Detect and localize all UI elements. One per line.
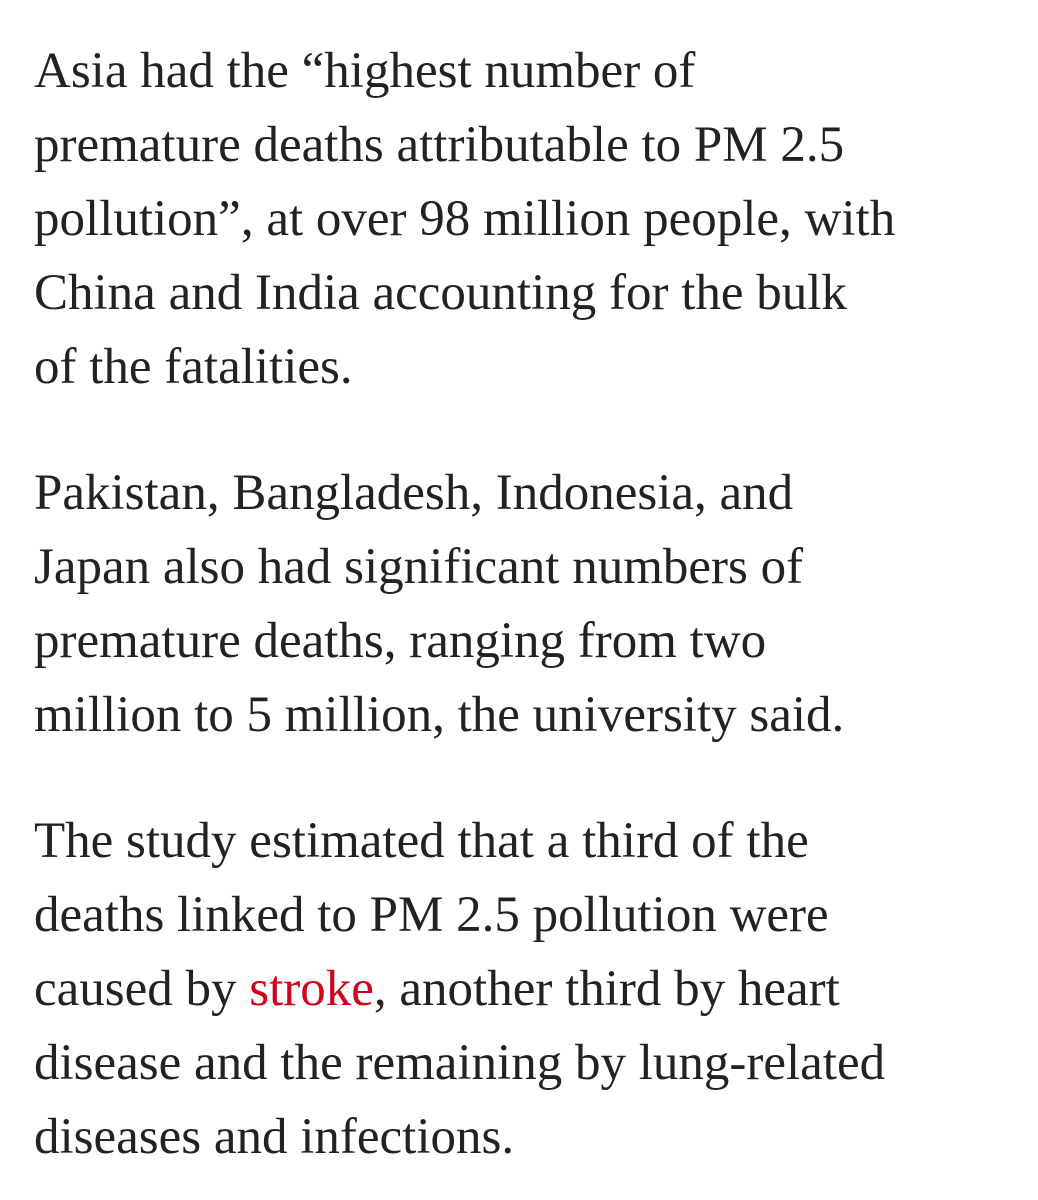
text-line: China and India accounting for the bulk [34, 265, 847, 321]
text-line-with-link [34, 952, 1014, 1026]
text-line: Asia had the “highest number of [34, 43, 696, 99]
text-line: Pakistan, Bangladesh, Indonesia, and [34, 465, 794, 521]
text-line: deaths linked to PM 2.5 pollution were [34, 887, 829, 943]
text-line: disease and the remaining by lung-related [34, 1035, 886, 1091]
text-line: pollution”, at over 98 million people, with [34, 191, 896, 247]
paragraph-causes-of-death [34, 804, 1014, 1174]
text-line: diseases and infections. [34, 1109, 515, 1165]
article-body [34, 34, 1014, 1174]
text-line: premature deaths, ranging from two [34, 613, 767, 669]
text-line: The study estimated that a third of the [34, 813, 809, 869]
paragraph-asia-deaths [34, 34, 1014, 404]
text-fragment: , another third by heart [373, 961, 840, 1017]
paragraph-other-countries [34, 456, 1014, 752]
text-line: of the fatalities. [34, 339, 353, 395]
text-line: million to 5 million, the university said. [34, 687, 845, 743]
stroke-link[interactable]: stroke [249, 961, 374, 1017]
text-line: premature deaths attributable to PM 2.5 [34, 117, 845, 173]
text-line: Japan also had significant numbers of [34, 539, 804, 595]
text-fragment: caused by [34, 961, 250, 1017]
